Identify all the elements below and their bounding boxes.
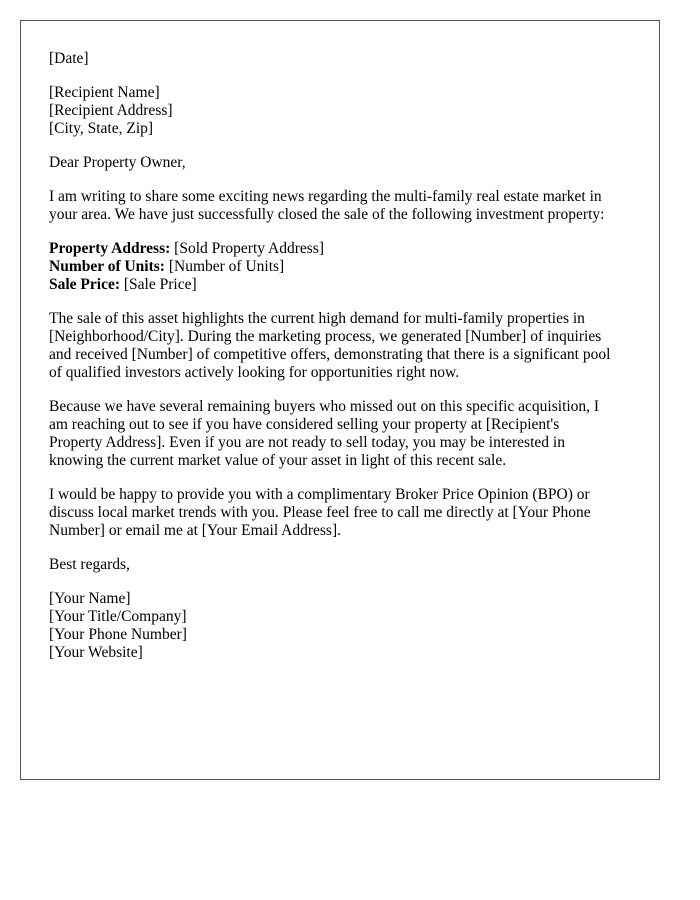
intro-line: I am writing to share some exciting news regarding the multi-family real estate market in <box>49 188 602 205</box>
property-address-row <box>49 240 639 258</box>
sale-price-label: Sale Price: <box>49 276 121 293</box>
closing-block <box>49 556 639 574</box>
signature-block <box>49 590 639 662</box>
signature-name: [Your Name] <box>49 590 131 607</box>
sale-price-value: [Sale Price] <box>123 276 197 293</box>
demand-line: [Neighborhood/City]. During the marketing process, we generated [Number] of inquiries <box>49 328 602 345</box>
offer-line: discuss local market trends with you. Please feel free to call me directly at [Your Phone <box>49 504 591 521</box>
offer-line: I would be happy to provide you with a complimentary Broker Price Opinion (BPO) or <box>49 486 590 503</box>
buyers-line: knowing the current market value of your asset in light of this recent sale. <box>49 452 507 469</box>
salutation: Dear Property Owner, <box>49 154 186 171</box>
letter-body <box>49 50 639 678</box>
letter-page <box>20 20 660 780</box>
signature-phone: [Your Phone Number] <box>49 626 187 643</box>
recipient-city-state-zip: [City, State, Zip] <box>49 120 154 137</box>
recipient-block <box>49 84 639 138</box>
buyers-line: am reaching out to see if you have considered selling your property at [Recipient's <box>49 416 560 433</box>
offer-paragraph <box>49 486 639 540</box>
recipient-address: [Recipient Address] <box>49 102 173 119</box>
number-of-units-label: Number of Units: <box>49 258 165 275</box>
intro-paragraph <box>49 188 639 224</box>
number-of-units-value: [Number of Units] <box>168 258 285 275</box>
property-address-label: Property Address: <box>49 240 171 257</box>
signature-title-company: [Your Title/Company] <box>49 608 187 625</box>
demand-line: The sale of this asset highlights the current high demand for multi-family properties in <box>49 310 585 327</box>
demand-line: of qualified investors actively looking for opportunities right now. <box>49 364 460 381</box>
buyers-line: Because we have several remaining buyers who missed out on this specific acquisition, I <box>49 398 600 415</box>
property-address-value: [Sold Property Address] <box>174 240 324 257</box>
offer-line: Number] or email me at [Your Email Address]. <box>49 522 342 539</box>
signature-website: [Your Website] <box>49 644 143 661</box>
closing: Best regards, <box>49 556 130 573</box>
property-details <box>49 240 639 294</box>
intro-line: your area. We have just successfully closed the sale of the following investment property: <box>49 206 605 223</box>
number-of-units-row <box>49 258 639 276</box>
buyers-paragraph <box>49 398 639 470</box>
demand-line: and received [Number] of competitive offers, demonstrating that there is a significant pool <box>49 346 611 363</box>
salutation-block <box>49 154 639 172</box>
date-line: [Date] <box>49 50 89 67</box>
date-block <box>49 50 639 68</box>
demand-paragraph <box>49 310 639 382</box>
sale-price-row <box>49 276 639 294</box>
buyers-line: Property Address]. Even if you are not ready to sell today, you may be interested in <box>49 434 565 451</box>
recipient-name: [Recipient Name] <box>49 84 160 101</box>
